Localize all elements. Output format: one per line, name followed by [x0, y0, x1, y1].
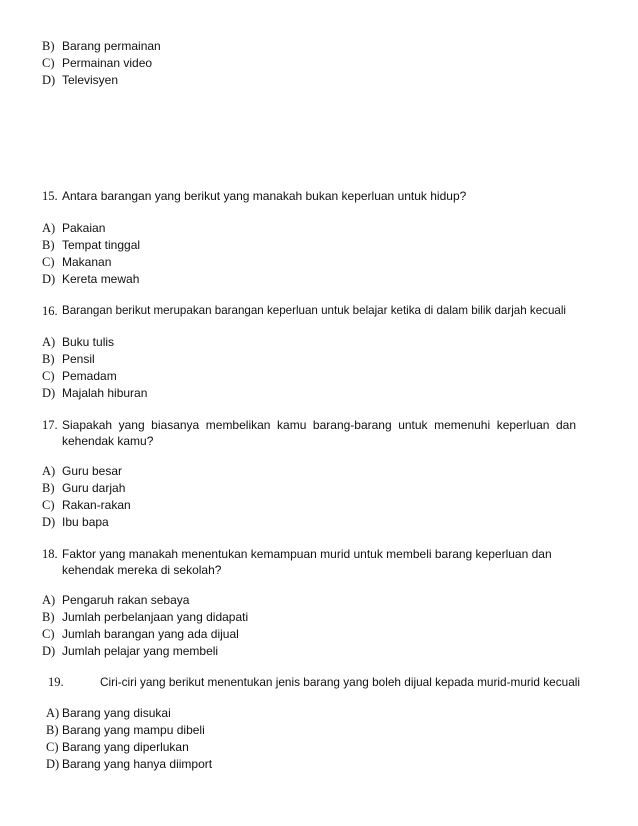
question-17: [42, 417, 576, 449]
question-number: 18.: [42, 547, 58, 561]
q15-option-a: [42, 220, 105, 236]
q17-option-a: [42, 463, 122, 479]
option-letter: C): [42, 369, 55, 383]
option-text: Barang permainan: [62, 39, 161, 53]
option-text: Pensil: [62, 352, 95, 366]
q18-option-c: [42, 626, 239, 642]
q15-option-d: [42, 271, 139, 287]
option-letter: C): [46, 740, 59, 754]
option-text: Pakaian: [62, 221, 106, 235]
option-text: Barang yang diperlukan: [62, 740, 189, 754]
question-number: 16.: [42, 304, 58, 318]
option-text: Guru darjah: [62, 481, 126, 495]
option-letter: B): [42, 610, 55, 624]
option-letter: B): [42, 39, 55, 53]
option-letter: C): [42, 627, 55, 641]
question-number: 19.: [48, 675, 64, 689]
question-18: [42, 546, 582, 578]
question-number: 15.: [42, 189, 58, 203]
q16-option-a: [42, 334, 114, 350]
question-text-line-2: kehendak mereka di sekolah?: [62, 563, 222, 577]
q18-option-b: [42, 609, 248, 625]
q19-option-a: [46, 705, 171, 721]
q18-option-d: [42, 643, 218, 659]
question-16: [42, 303, 592, 319]
q19-option-c: [46, 739, 189, 755]
q17-option-d: [42, 514, 109, 530]
q17-option-b: [42, 480, 125, 496]
option-letter: B): [46, 723, 59, 737]
option-text: Jumlah barangan yang ada dijual: [62, 627, 239, 641]
question-text: Ciri-ciri yang berikut menentukan jenis barang yang boleh dijual kepada murid-murid kecuali: [100, 675, 580, 689]
option-text: Barang yang hanya diimport: [62, 757, 213, 771]
option-letter: D): [42, 515, 56, 529]
option-text: Barang yang disukai: [62, 706, 171, 720]
option-letter: D): [42, 73, 56, 87]
option-letter: D): [42, 272, 56, 286]
option-text: Makanan: [62, 255, 112, 269]
q17-option-c: [42, 497, 131, 513]
option-letter: B): [42, 238, 55, 252]
q19-option-d: [46, 756, 212, 772]
option-text: Guru besar: [62, 464, 123, 478]
option-letter: C): [42, 498, 55, 512]
option-text: Buku tulis: [62, 335, 115, 349]
option-letter: B): [42, 481, 55, 495]
option-text: Televisyen: [62, 73, 119, 87]
option-text: Majalah hiburan: [62, 386, 148, 400]
option-text: Tempat tinggal: [62, 238, 141, 252]
q15-option-b: [42, 237, 140, 253]
question-number: 17.: [42, 418, 58, 432]
question-text-line-2: kehendak kamu?: [62, 434, 154, 448]
q19-option-b: [46, 722, 205, 738]
question-15: [42, 188, 582, 204]
question-text-line-1: Faktor yang manakah menentukan kemampuan murid untuk membeli barang keperluan dan: [62, 547, 552, 561]
option-text: Barang yang mampu dibeli: [62, 723, 205, 737]
option-text: Permainan video: [62, 56, 153, 70]
option-text: Rakan-rakan: [62, 498, 131, 512]
question-text: Barangan berikut merupakan barangan keperluan untuk belajar ketika di dalam bilik darjah kecuali: [62, 304, 566, 317]
question-19: [48, 674, 588, 690]
option-letter: D): [42, 386, 56, 400]
question-text: Antara barangan yang berikut yang manakah bukan keperluan untuk hidup?: [62, 189, 467, 203]
question-text-line-1: Siapakah yang biasanya membelikan kamu barang-barang untuk memenuhi keperluan dan: [62, 418, 576, 432]
option-text: Pengaruh rakan sebaya: [62, 593, 190, 607]
option-text: Kereta mewah: [62, 272, 140, 286]
option-text: Ibu bapa: [62, 515, 109, 529]
option-letter: B): [42, 352, 55, 366]
option-text: Jumlah pelajar yang membeli: [62, 644, 219, 658]
option-letter: C): [42, 255, 55, 269]
prev-option-c: [42, 55, 152, 71]
option-letter: D): [46, 757, 60, 771]
q16-option-b: [42, 351, 95, 367]
option-letter: A): [42, 335, 56, 349]
option-letter: C): [42, 56, 55, 70]
option-letter: A): [42, 464, 56, 478]
prev-option-d: [42, 72, 118, 88]
option-text: Jumlah perbelanjaan yang didapati: [62, 610, 249, 624]
option-letter: A): [46, 706, 60, 720]
option-letter: A): [42, 221, 56, 235]
option-letter: D): [42, 644, 56, 658]
option-letter: A): [42, 593, 56, 607]
q16-option-c: [42, 368, 117, 384]
q16-option-d: [42, 385, 147, 401]
prev-option-b: [42, 38, 161, 54]
q18-option-a: [42, 592, 189, 608]
option-text: Pemadam: [62, 369, 117, 383]
q15-option-c: [42, 254, 111, 270]
